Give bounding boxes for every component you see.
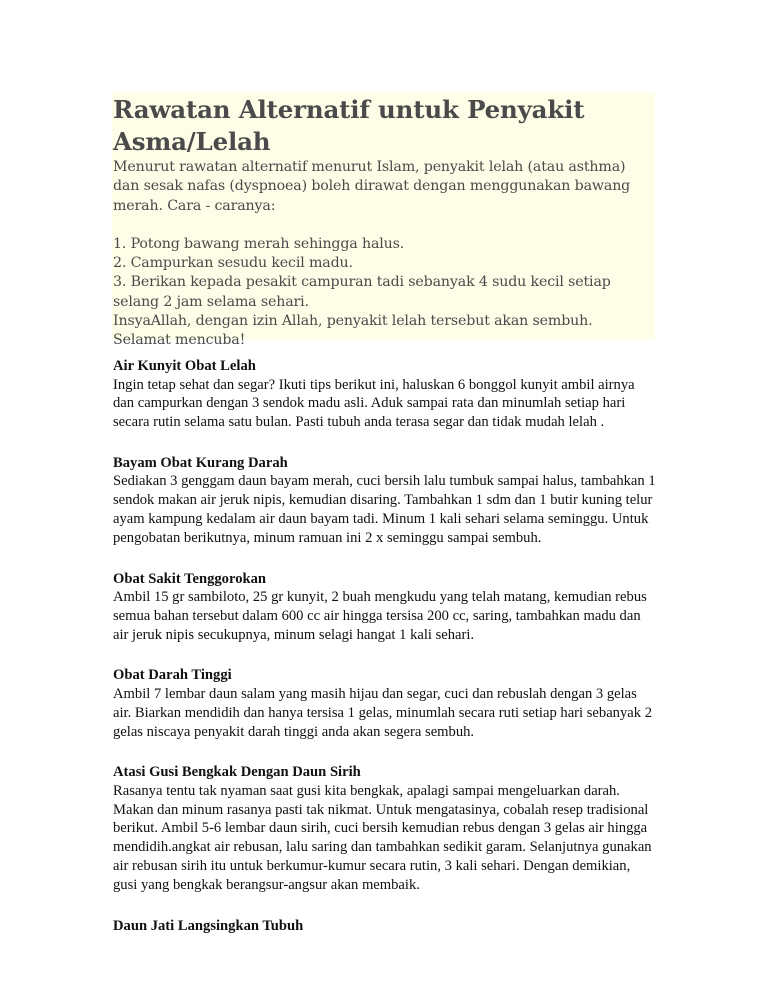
intro-title: Rawatan Alternatif untuk Penyakit Asma/Lelah [113,95,585,156]
section-darah-tinggi [113,666,658,741]
intro-content [113,94,653,351]
intro-paragraph: Menurut rawatan alternatif menurut Islam, penyakit lelah (atau asthma) dan sesak nafas (dyspnoea) boleh dirawat dengan menggunakan bawang merah. Cara - caranya: [113,159,631,214]
intro-step-3: 3. Berikan kepada pesakit campuran tadi sebanyak 4 sudu kecil setiap selang 2 jam selama sehari. [113,274,611,310]
section-title: Bayam Obat Kurang Darah [113,454,288,471]
section-bayam [113,454,658,548]
section-title: Obat Sakit Tenggorokan [113,570,267,587]
section-body: Ambil 7 lembar daun salam yang masih hijau dan segar, cuci dan rebuslah dengan 3 gelas air. Biarkan mendidih dan hanya tersisa 1 gelas, minumlah secara ruti setiap hari sebanyak 2 gelas niscaya penyakit darah tinggi anda akan segera sembuh. [113,685,652,740]
section-title: Daun Jati Langsingkan Tubuh [113,917,304,934]
remedy-sections [113,357,658,957]
section-title: Obat Darah Tinggi [113,667,232,684]
section-tenggorokan [113,570,658,645]
section-gusi-bengkak [113,763,658,894]
intro-closing: InsyaAllah, dengan izin Allah, penyakit lelah tersebut akan sembuh. Selamat mencuba! [113,313,593,349]
section-title: Atasi Gusi Bengkak Dengan Daun Sirih [113,764,361,781]
intro-highlight-box [112,92,655,349]
intro-spacer [113,216,653,235]
intro-step-1: 1. Potong bawang merah sehingga halus. [113,235,405,252]
section-body: Sediakan 3 genggam daun bayam merah, cuci bersih lalu tumbuk sampai halus, tambahkan 1 sendok makan air jeruk nipis, kemudian disaring. Tambahkan 1 sdm dan 1 butir kuning telur ayam kampung kedalam air daun bayam tadi. Minum 1 kali sehari selama seminggu. Untuk pengobatan berikutnya, minum ramuan ini 2 x seminggu sampai sembuh. [113,473,656,546]
section-air-kunyit [113,357,658,432]
section-daun-jati [113,917,658,936]
section-title: Air Kunyit Obat Lelah [113,358,256,374]
intro-step-2: 2. Campurkan sesudu kecil madu. [113,255,353,272]
section-body: Ambil 15 gr sambiloto, 25 gr kunyit, 2 buah mengkudu yang telah matang, kemudian rebus semua bahan tersebut dalam 600 cc air hingga tersisa 200 cc, saring, tambahkan madu dan air jeruk nipis secukupnya, minum selagi hangat 1 kali sehari. [113,589,647,643]
section-body: Ingin tetap sehat dan segar? Ikuti tips berikut ini, haluskan 6 bonggol kunyit ambil airnya dan campurkan dengan 3 sendok madu asli. Aduk sampai rata dan minumlah setiap hari secara rutin selama satu bulan. Pasti tubuh anda terasa segar dan tidak mudah lelah . [113,376,635,431]
section-body: Rasanya tentu tak nyaman saat gusi kita bengkak, apalagi sampai mengeluarkan darah. Makan dan minum rasanya pasti tak nikmat. Untuk mengatasinya, cobalah resep tradisional berikut. Ambil 5-6 lembar daun sirih, cuci bersih kemudian rebus dengan 3 gelas air hingga mendidih.angkat air rebusan, lalu saring dan tambahkan sedikit garam. Selanjutnya gunakan air rebusan sirih itu untuk berkumur-kumur secara rutin, 3 kali sehari. Dengan demikian, gusi yang bengkak berangsur-angsur akan membaik. [113,782,652,893]
